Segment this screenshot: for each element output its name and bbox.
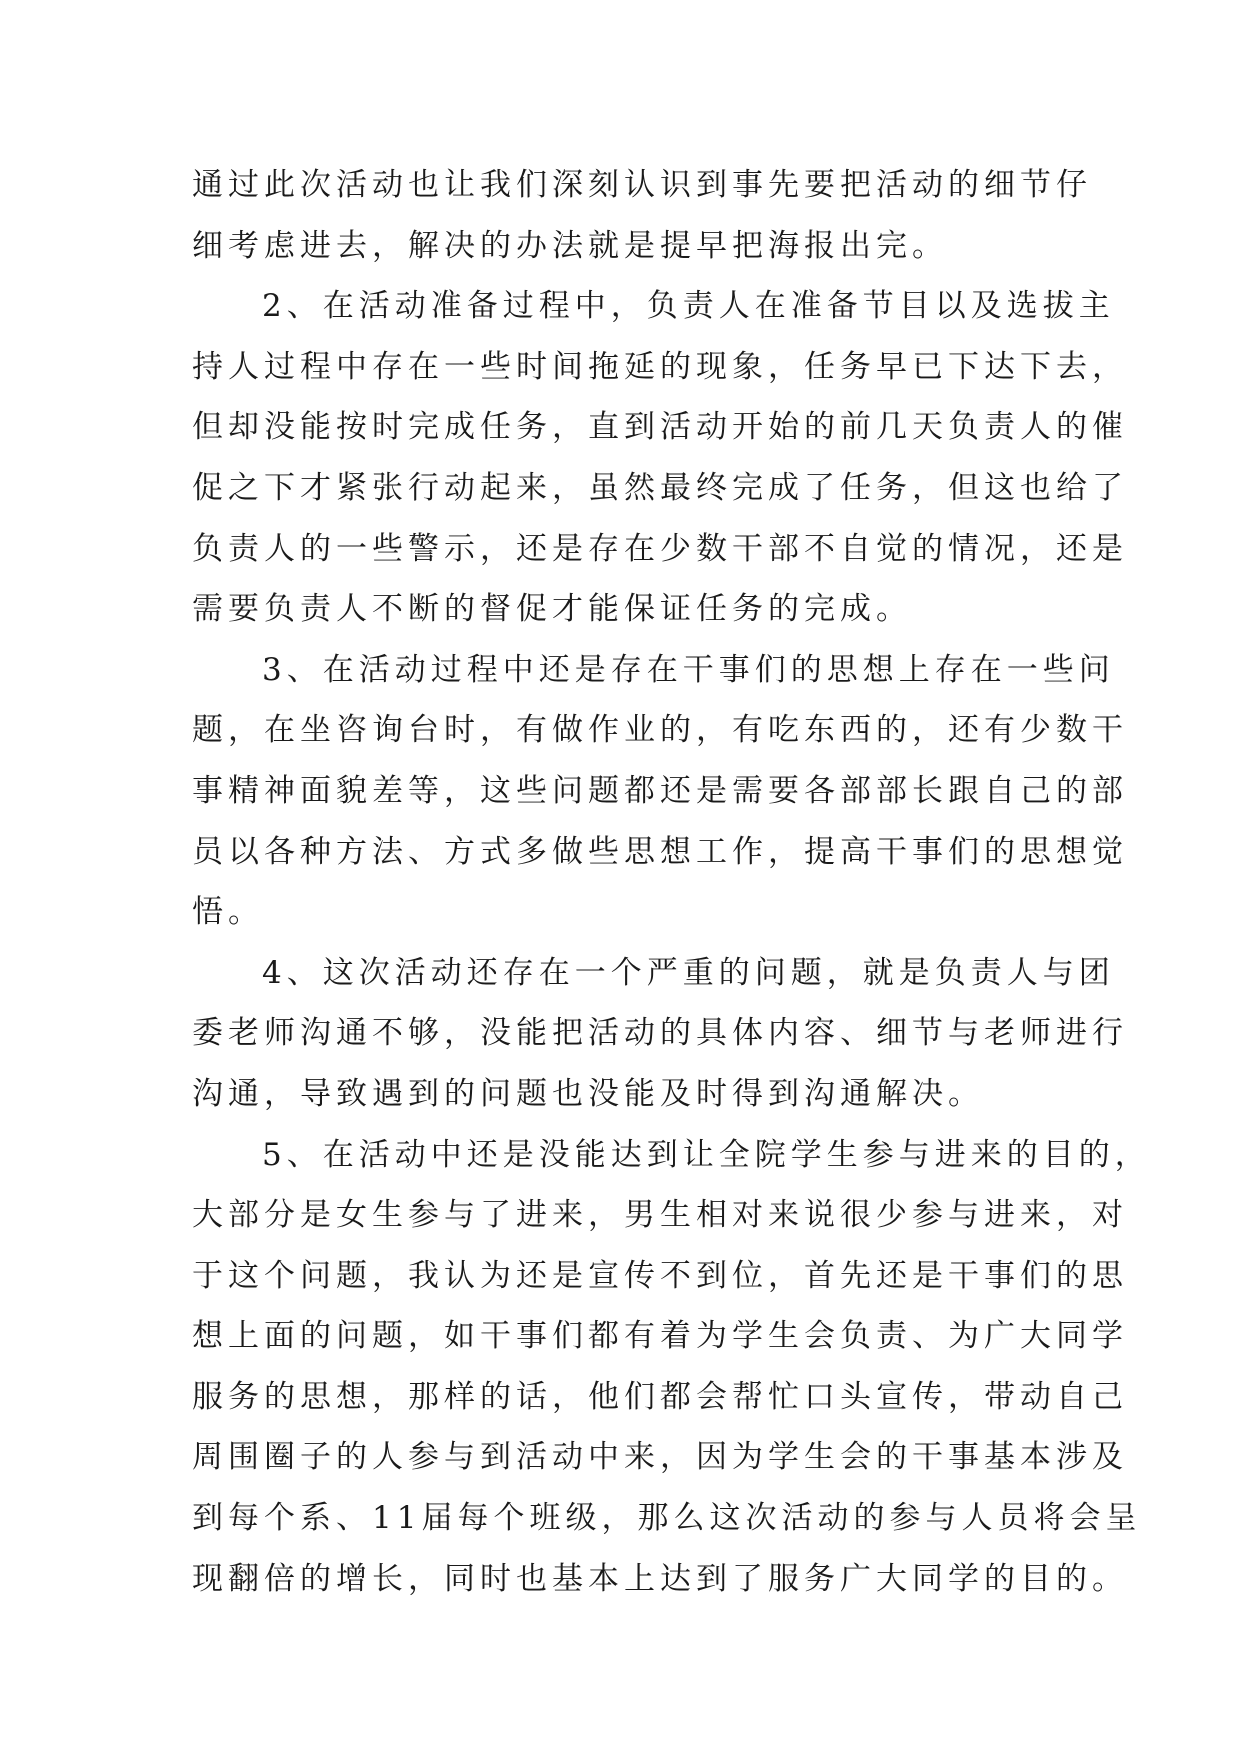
text-line: 员以各种方法、方式多做些思想工作，提高干事们的思想觉 bbox=[192, 833, 1128, 870]
text-line: 事精神面貌差等，这些问题都还是需要各部部长跟自己的部 bbox=[192, 772, 1128, 809]
text-line: 细考虑进去，解决的办法就是提早把海报出完。 bbox=[192, 227, 948, 264]
text-line: 题，在坐咨询台时，有做作业的，有吃东西的，还有少数干 bbox=[192, 712, 1128, 749]
text-line: 2、在活动准备过程中，负责人在准备节目以及选拔主 bbox=[262, 288, 1115, 325]
text-line: 现翻倍的增长，同时也基本上达到了服务广大同学的目的。 bbox=[192, 1560, 1128, 1597]
text-line: 周围圈子的人参与到活动中来，因为学生会的干事基本涉及 bbox=[192, 1439, 1128, 1476]
text-line: 负责人的一些警示，还是存在少数干部不自觉的情况，还是 bbox=[192, 530, 1128, 567]
text-line: 通过此次活动也让我们深刻认识到事先要把活动的细节仔 bbox=[192, 167, 1092, 203]
text-line: 于这个问题，我认为还是宣传不到位，首先还是干事们的思 bbox=[192, 1257, 1128, 1294]
text-line: 但却没能按时完成任务，直到活动开始的前几天负责人的催 bbox=[192, 409, 1128, 446]
text-line: 到每个系、11届每个班级，那么这次活动的参与人员将会呈 bbox=[192, 1500, 1142, 1537]
text-line: 持人过程中存在一些时间拖延的现象，任务早已下达下去， bbox=[192, 348, 1128, 385]
text-line: 大部分是女生参与了进来，男生相对来说很少参与进来，对 bbox=[192, 1197, 1128, 1234]
text-line: 促之下才紧张行动起来，虽然最终完成了任务，但这也给了 bbox=[192, 469, 1128, 506]
text-line: 4、这次活动还存在一个严重的问题，就是负责人与团 bbox=[262, 954, 1115, 991]
text-line: 需要负责人不断的督促才能保证任务的完成。 bbox=[192, 591, 912, 628]
text-line: 委老师沟通不够，没能把活动的具体内容、细节与老师进行 bbox=[192, 1015, 1128, 1052]
text-line: 想上面的问题，如干事们都有着为学生会负责、为广大同学 bbox=[192, 1318, 1128, 1355]
text-line: 悟。 bbox=[192, 894, 264, 931]
text-line: 沟通，导致遇到的问题也没能及时得到沟通解决。 bbox=[192, 1075, 984, 1112]
text-line: 服务的思想，那样的话，他们都会帮忙口头宣传，带动自己 bbox=[192, 1378, 1128, 1415]
document-body bbox=[192, 155, 1151, 1609]
text-line: 3、在活动过程中还是存在干事们的思想上存在一些问 bbox=[262, 651, 1115, 688]
text-line: 5、在活动中还是没能达到让全院学生参与进来的目的， bbox=[262, 1136, 1151, 1173]
